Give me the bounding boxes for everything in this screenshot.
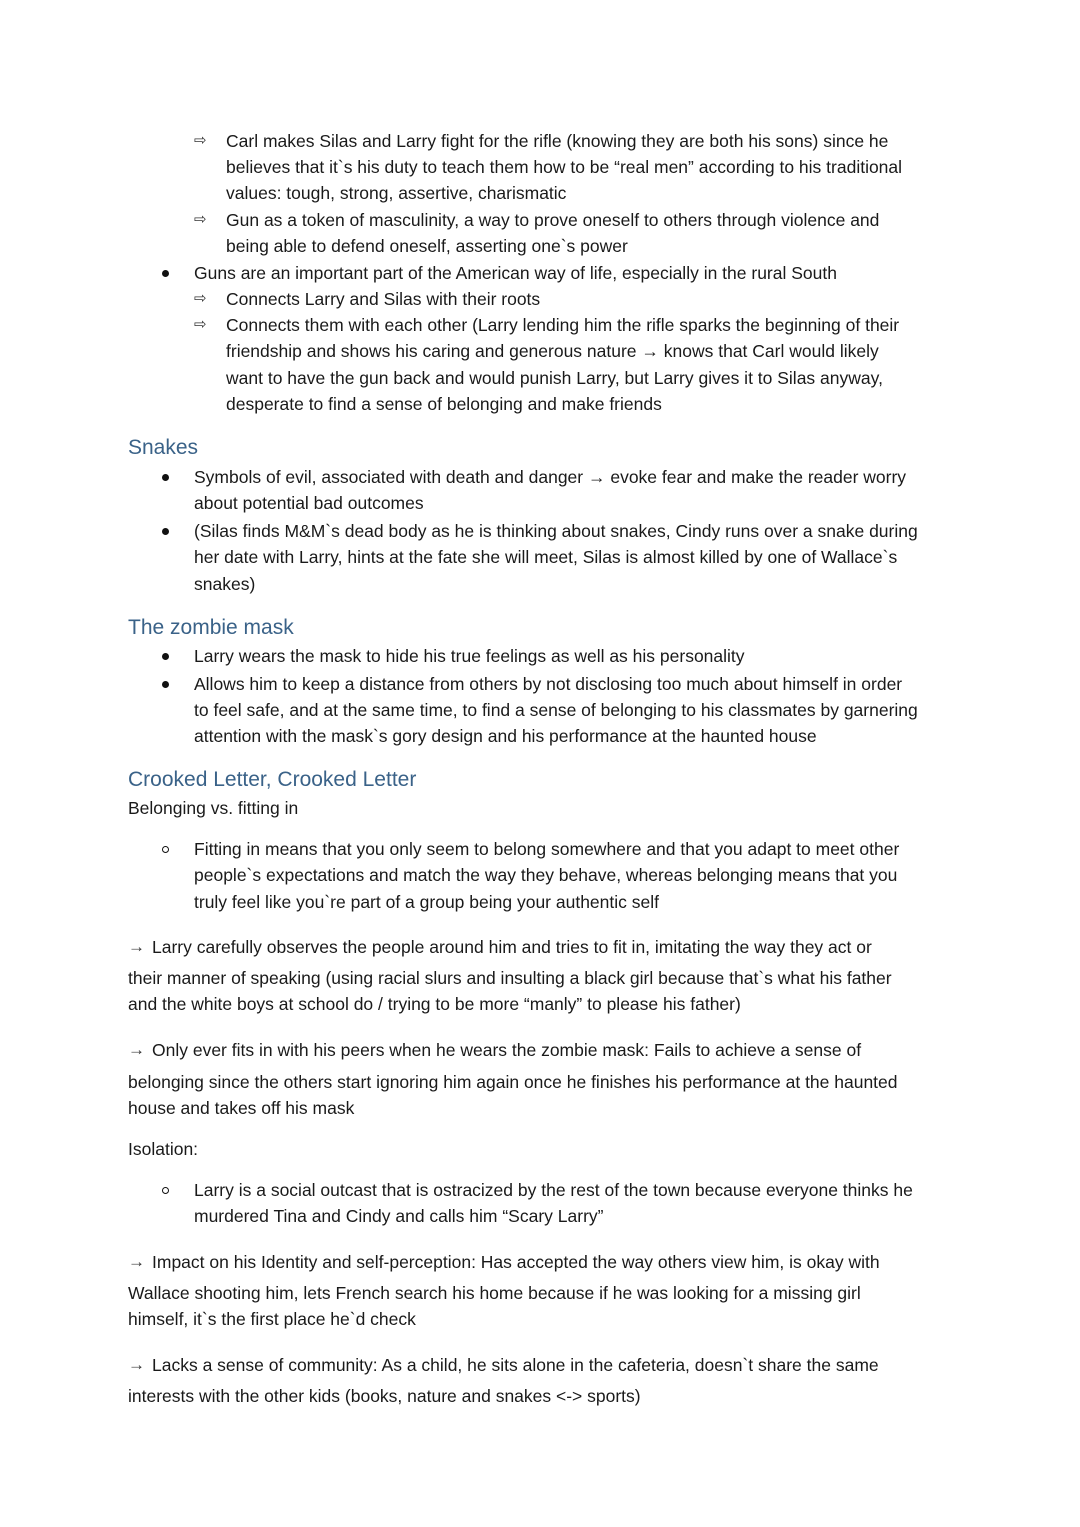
text-line: desperate to find a sense of belonging and make friends	[226, 394, 662, 414]
text-line: belonging since the others start ignoring him again once he finishes his performance at the haunted	[128, 1072, 898, 1092]
text-line: and the white boys at school do / trying to be more “manly” to please his father)	[128, 994, 741, 1014]
section-heading-snakes: Snakes	[128, 436, 199, 459]
text-line: attention with the mask`s gory design and his performance at the haunted house	[194, 726, 817, 746]
sub-arrow-icon: ⇨	[194, 211, 207, 228]
right-arrow-icon: →	[128, 1355, 145, 1374]
right-arrow-icon: →	[128, 937, 145, 956]
section-heading-zombie-mask: The zombie mask	[128, 616, 294, 639]
text-line: want to have the gun back and would punish Larry, but Larry gives it to Silas anyway,	[226, 368, 883, 388]
text-line: friendship and shows his caring and generous nature → knows that Carl would likely	[226, 341, 879, 361]
sub-arrow-icon: ⇨	[194, 132, 207, 149]
text-line: truly feel like you`re part of a group being your authentic self	[194, 892, 659, 912]
text-line: house and takes off his mask	[128, 1098, 355, 1118]
text-line: murdered Tina and Cindy and calls him “Scary Larry”	[194, 1206, 604, 1226]
isolation-label: Isolation:	[128, 1139, 199, 1159]
text-line: Larry carefully observes the people around him and tries to fit in, imitating the way they act or	[152, 937, 872, 957]
text-line: Impact on his Identity and self-perception: Has accepted the way others view him, is okay with	[152, 1252, 880, 1272]
text-line: Fitting in means that you only seem to belong somewhere and that you adapt to meet other	[194, 839, 900, 859]
text-line: Lacks a sense of community: As a child, he sits alone in the cafeteria, doesn`t share the same	[152, 1355, 879, 1375]
section-heading-crooked-letter: Crooked Letter, Crooked Letter	[128, 768, 417, 791]
text-line: Wallace shooting him, lets French search his home because if he was looking for a missing girl	[128, 1283, 861, 1303]
text-line: Allows him to keep a distance from others by not disclosing too much about himself in order	[194, 674, 903, 694]
bullet-icon	[162, 653, 169, 660]
circle-bullet-icon	[162, 1187, 169, 1194]
text-line: snakes)	[194, 574, 256, 594]
sub-arrow-icon: ⇨	[194, 290, 207, 307]
text-line: Carl makes Silas and Larry fight for the rifle (knowing they are both his sons) since he	[226, 131, 889, 151]
text-line: Guns are an important part of the American way of life, especially in the rural South	[194, 263, 837, 283]
text-line: values: tough, strong, assertive, charismatic	[226, 183, 567, 203]
subheading: Belonging vs. fitting in	[128, 798, 299, 818]
bullet-icon	[162, 270, 169, 277]
text-line: interests with the other kids (books, nature and snakes <-> sports)	[128, 1386, 641, 1406]
sub-arrow-icon: ⇨	[194, 316, 207, 333]
text-line: Only ever fits in with his peers when he wears the zombie mask: Fails to achieve a sense of	[152, 1040, 862, 1060]
right-arrow-icon: →	[128, 1252, 145, 1271]
bullet-icon	[162, 528, 169, 535]
text-line: Connects Larry and Silas with their roots	[226, 289, 541, 309]
text-line: Gun as a token of masculinity, a way to prove oneself to others through violence and	[226, 210, 880, 230]
text-line: (Silas finds M&M`s dead body as he is thinking about snakes, Cindy runs over a snake during	[194, 521, 918, 541]
text-line: about potential bad outcomes	[194, 493, 424, 513]
text-line: to feel safe, and at the same time, to find a sense of belonging to his classmates by garnering	[194, 700, 918, 720]
text-line: her date with Larry, hints at the fate she will meet, Silas is almost killed by one of Wallace`s	[194, 547, 898, 567]
bullet-icon	[162, 681, 169, 688]
right-arrow-icon: →	[128, 1040, 145, 1059]
text-line: people`s expectations and match the way they behave, whereas belonging means that you	[194, 865, 898, 885]
text-line: himself, it`s the first place he`d check	[128, 1309, 416, 1329]
text-line: their manner of speaking (using racial slurs and insulting a black girl because that`s what his father	[128, 968, 892, 988]
circle-bullet-icon	[162, 846, 169, 853]
text-line: Larry wears the mask to hide his true feelings as well as his personality	[194, 646, 745, 666]
text-line: believes that it`s his duty to teach them how to be “real men” according to his traditional	[226, 157, 903, 177]
bullet-icon	[162, 474, 169, 481]
text-line: being able to defend oneself, asserting one`s power	[226, 236, 628, 256]
text-line: Symbols of evil, associated with death and danger → evoke fear and make the reader worry	[194, 467, 907, 487]
text-line: Larry is a social outcast that is ostracized by the rest of the town because everyone thinks he	[194, 1180, 913, 1200]
text-line: Connects them with each other (Larry lending him the rifle sparks the beginning of their	[226, 315, 900, 335]
